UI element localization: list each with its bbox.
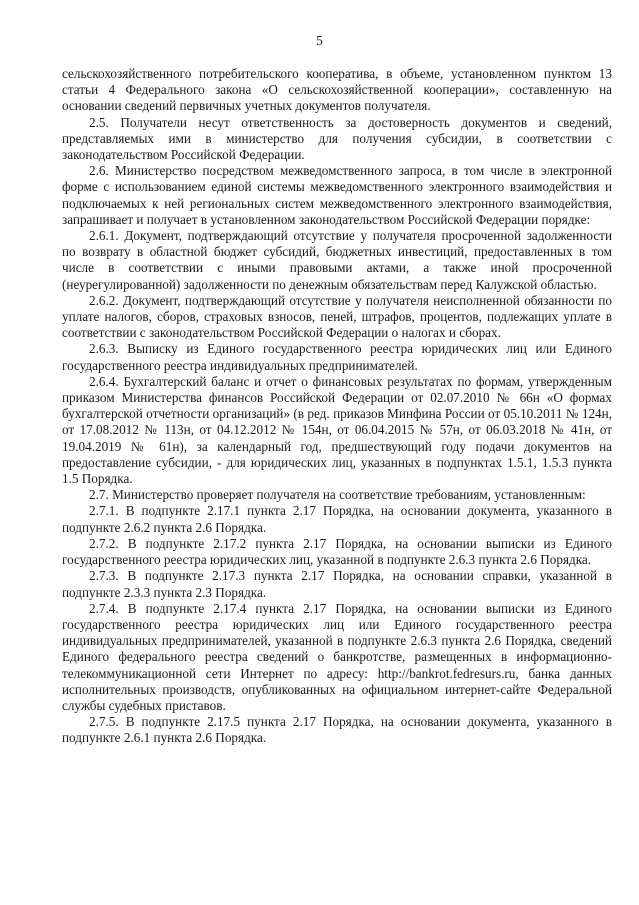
paragraph-2-7: 2.7. Министерство проверяет получателя на соответствие требованиям, установленным: [89,487,586,503]
paragraph-2-7-2: 2.7.2. В подпункте 2.17.2 пункта 2.17 Порядка, на основании выписки из Единого государственного реестра юридических лиц, указанной в подпункте 2.6.3 пункта 2.6 Порядка. [62,535,612,568]
paragraph-2-6-3: 2.6.3. Выписку из Единого государственного реестра юридических лиц или Единого государственного реестра индивидуальных предпринимателей. [62,341,612,373]
paragraph-2-6: 2.6. Министерство посредством межведомственного запроса, в том числе в электронной форме с использованием единой системы межведомственного электронного взаимодействия и подключаемых к ней региональных систем межведомственного электронного взаимодействия, запрашивает и получает в установленном законодательством Российской Федерации порядке: [62,163,612,227]
paragraph-2-6-4: 2.6.4. Бухгалтерский баланс и отчет о финансовых результатах по формам, утвержденным приказом Министерства финансов Российской Федерации от 02.07.2010 № 66н «О формах бухгалтерской отчетности организаций» (в ред. приказов Минфина России от 05.10.2011 № 124н, от 17.08.2012 № 113н, от 04.12.2012 № 154н, от 06.04.2015 № 57н, от 06.03.2018 № 41н, от 19.04.2019 № 61н), за календарный год, предшествующий году подачи документов на предоставление субсидии, - для юридических лиц, указанных в подпунктах 1.5.1, 1.5.3 пункта 1.5 Порядка. [62,373,612,487]
page-number: 5 [316,33,323,48]
paragraph-2-7-1: 2.7.1. В подпункте 2.17.1 пункта 2.17 Порядка, на основании документа, указанного в подпункте 2.6.2 пункта 2.6 Порядка. [62,503,612,535]
paragraph-2-5: 2.5. Получатели несут ответственность за достоверность документов и сведений, представляемых ими в министерство для получения субсидии, в соответствии с законодательством Российской Федерации. [62,114,612,163]
paragraph-2-6-1: 2.6.1. Документ, подтверждающий отсутствие у получателя просроченной задолженности по возврату в областной бюджет субсидий, бюджетных инвестиций, предоставленных в том числе в соответствии с иными правовыми актами, а также иной просроченной (неурегулированной) задолженности по денежным обязательствам перед Калужской областью. [62,228,612,292]
document-body [62,66,612,747]
paragraph-2-7-5: 2.7.5. В подпункте 2.17.5 пункта 2.17 Порядка, на основании документа, указанного в подпункте 2.6.1 пункта 2.6 Порядка. [62,714,612,746]
paragraph-2-7-3: 2.7.3. В подпункте 2.17.3 пункта 2.17 Порядка, на основании справки, указанной в подпункте 2.3.3 пункта 2.3 Порядка. [62,568,612,600]
paragraph-2-7-4: 2.7.4. В подпункте 2.17.4 пункта 2.17 Порядка, на основании выписки из Единого государственного реестра юридических лиц или Единого государственного реестра индивидуальных предпринимателей, указанной в подпункте 2.6.3 пункта 2.6 Порядка, сведений Единого федерального реестра сведений о банкротстве, размещенных в информационно-телекоммуникационной сети Интернет по адресу: http://bankrot.fedresurs.ru, банка данных исполнительных производств, опубликованных на официальном интернет-сайте Федеральной службы судебных приставов. [62,600,612,713]
paragraph-continuation: сельскохозяйственного потребительского кооператива, в объеме, установленном пунктом 13 статьи 4 Федерального закона «О сельскохозяйственной кооперации», составленную на основании сведений первичных учетных документов получателя. [62,66,612,114]
paragraph-2-6-2: 2.6.2. Документ, подтверждающий отсутствие у получателя неисполненной обязанности по уплате налогов, сборов, страховых взносов, пеней, штрафов, процентов, подлежащих уплате в соответствии с законодательством Российской Федерации о налогах и сборах. [62,292,612,341]
